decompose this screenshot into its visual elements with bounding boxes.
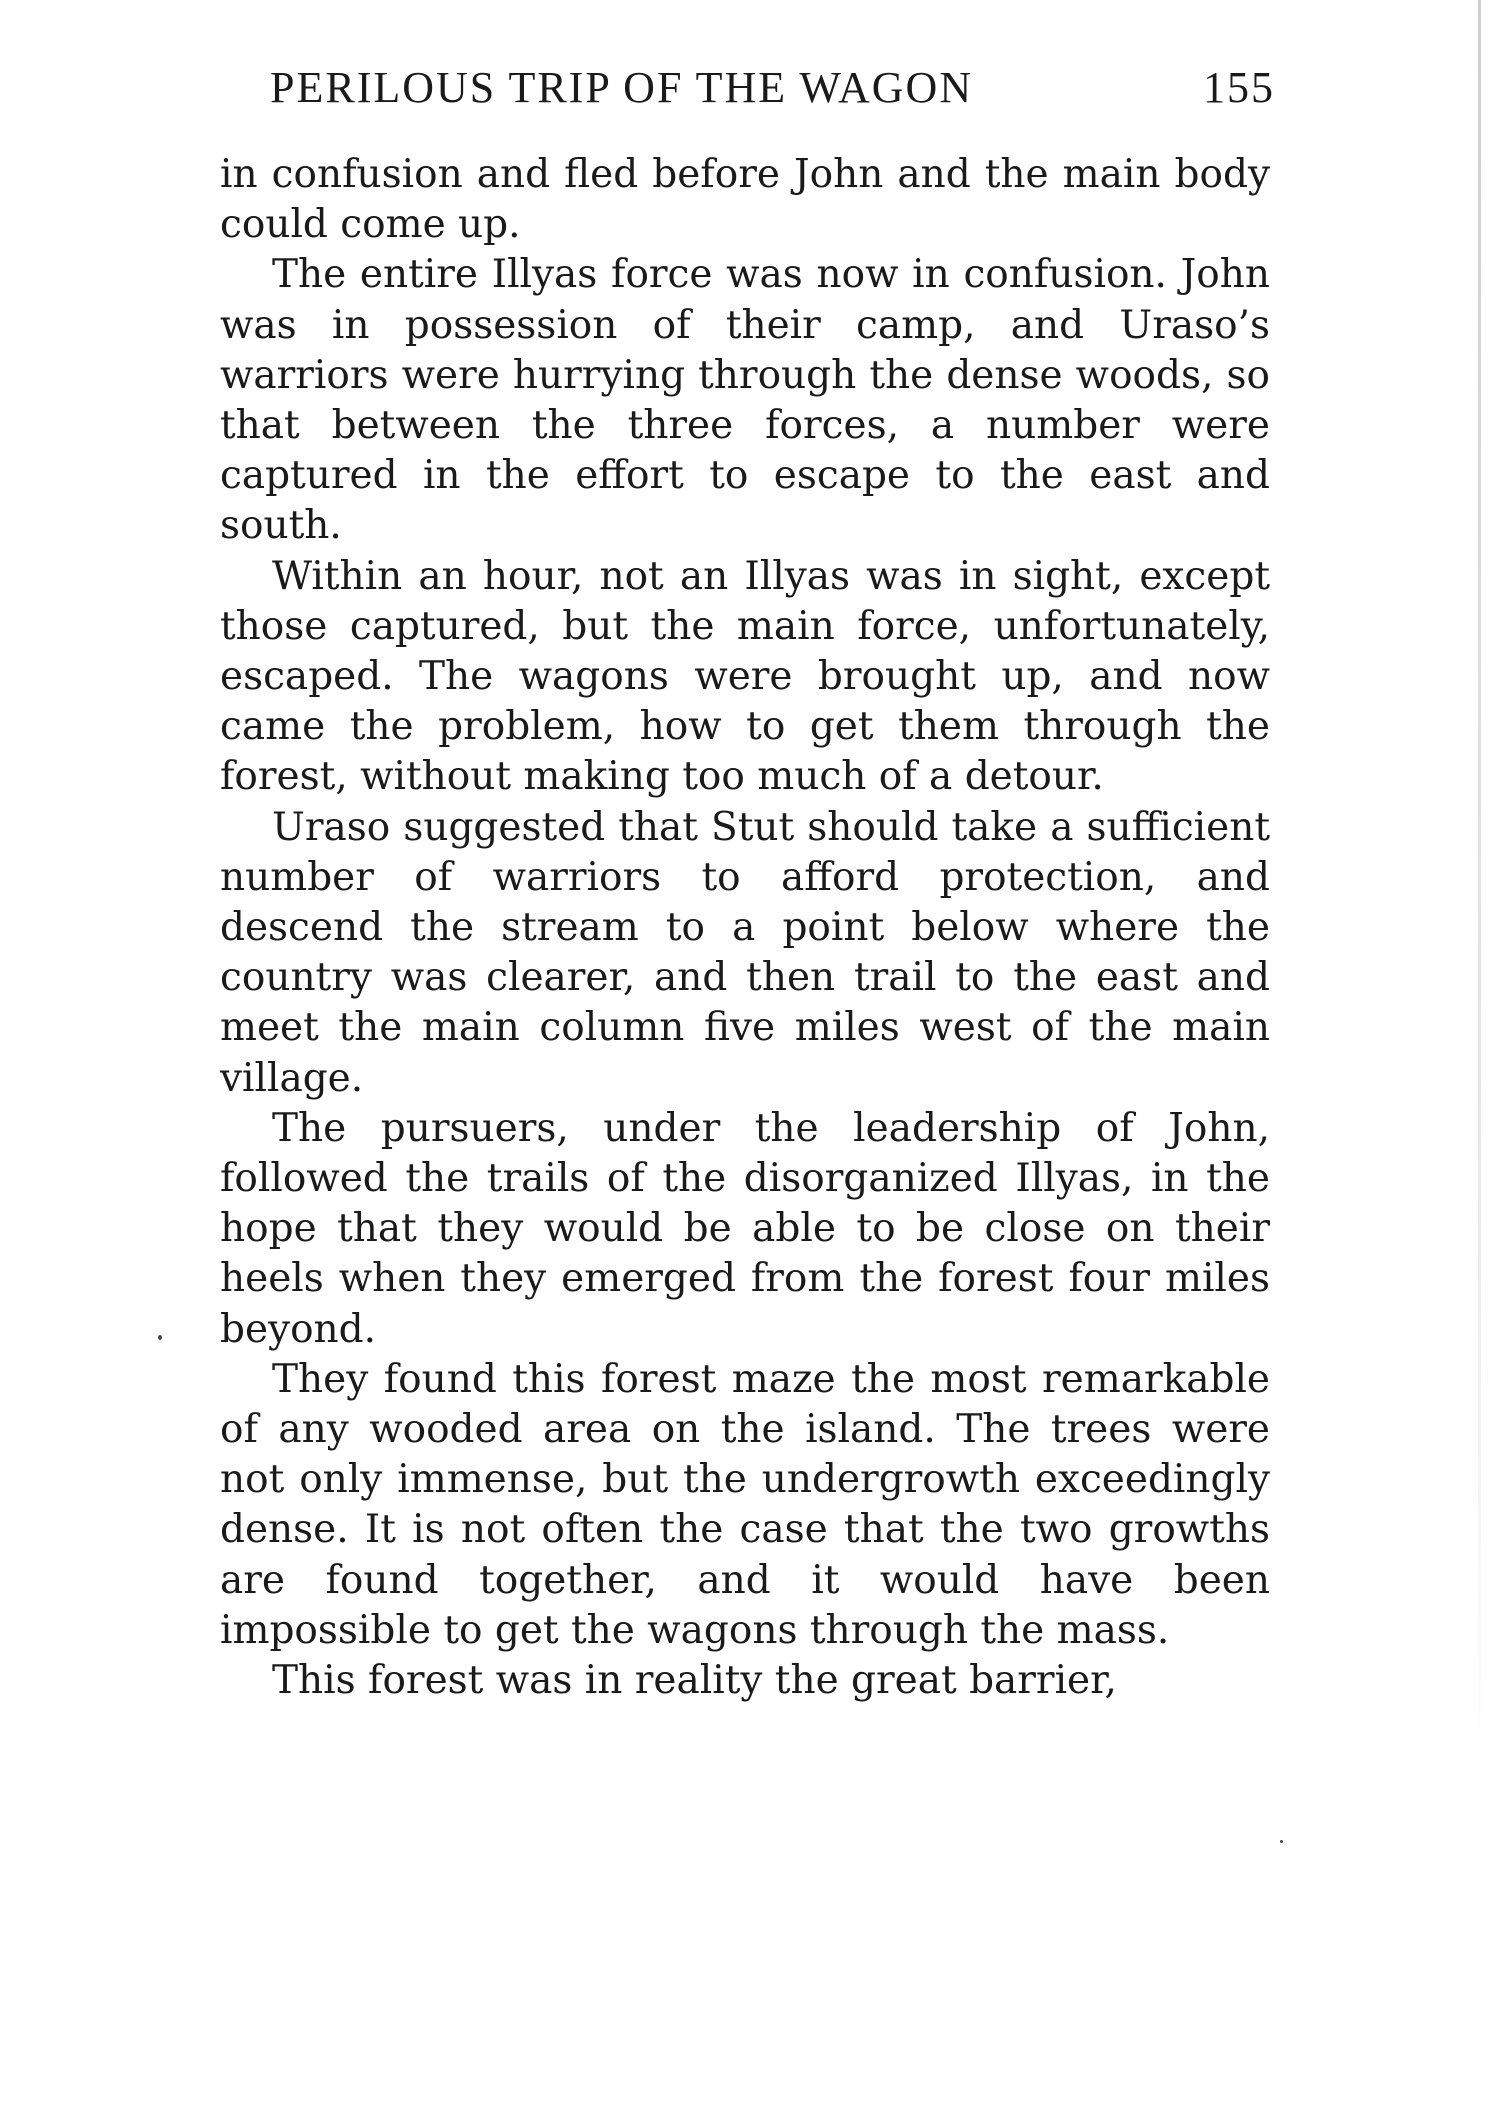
ink-speck: [158, 1335, 162, 1340]
paragraph: The pursuers, under the leadership of John, followed the trails of the disorganized Illyas, in the hope that they would be able to be close on their heels when they emerged from the forest four miles beyond.: [220, 1105, 1270, 1352]
page-edge: [1478, 0, 1481, 1780]
paragraph: They found this forest maze the most remarkable of any wooded area on the island. The trees were not only immense, but the undergrowth exceedingly dense. It is not often the case that the two growths are found together, and it would have been impossible to get the wagons through the mass.: [220, 1356, 1270, 1653]
paragraph: Uraso suggested that Stut should take a sufficient number of warriors to afford protection, and descend the stream to a point below where the country was clearer, and then trail to the east and meet the main column five miles west of the main village.: [220, 804, 1270, 1101]
paragraph: Within an hour, not an Illyas was in sight, except those captured, but the main force, unfortunately, escaped. The wagons were brought up, and now came the problem, how to get them through the forest, without making too much of a detour.: [220, 553, 1270, 800]
paragraph: This forest was in reality the great barrier,: [272, 1658, 1117, 1704]
paragraph: in confusion and fled before John and the main body could come up.: [220, 152, 1270, 248]
ink-speck: [1280, 1840, 1283, 1843]
page-number: 155: [1203, 63, 1275, 112]
body-text: [220, 150, 1270, 1706]
running-title: PERILOUS TRIP OF THE WAGON: [270, 63, 974, 112]
paragraph: The entire Illyas force was now in confusion. John was in possession of their camp, and Uraso’s warriors were hurrying through the dense woods, so that between the three forces, a number were captured in the effort to escape to the east and south.: [220, 252, 1270, 549]
running-header: [270, 62, 1275, 113]
